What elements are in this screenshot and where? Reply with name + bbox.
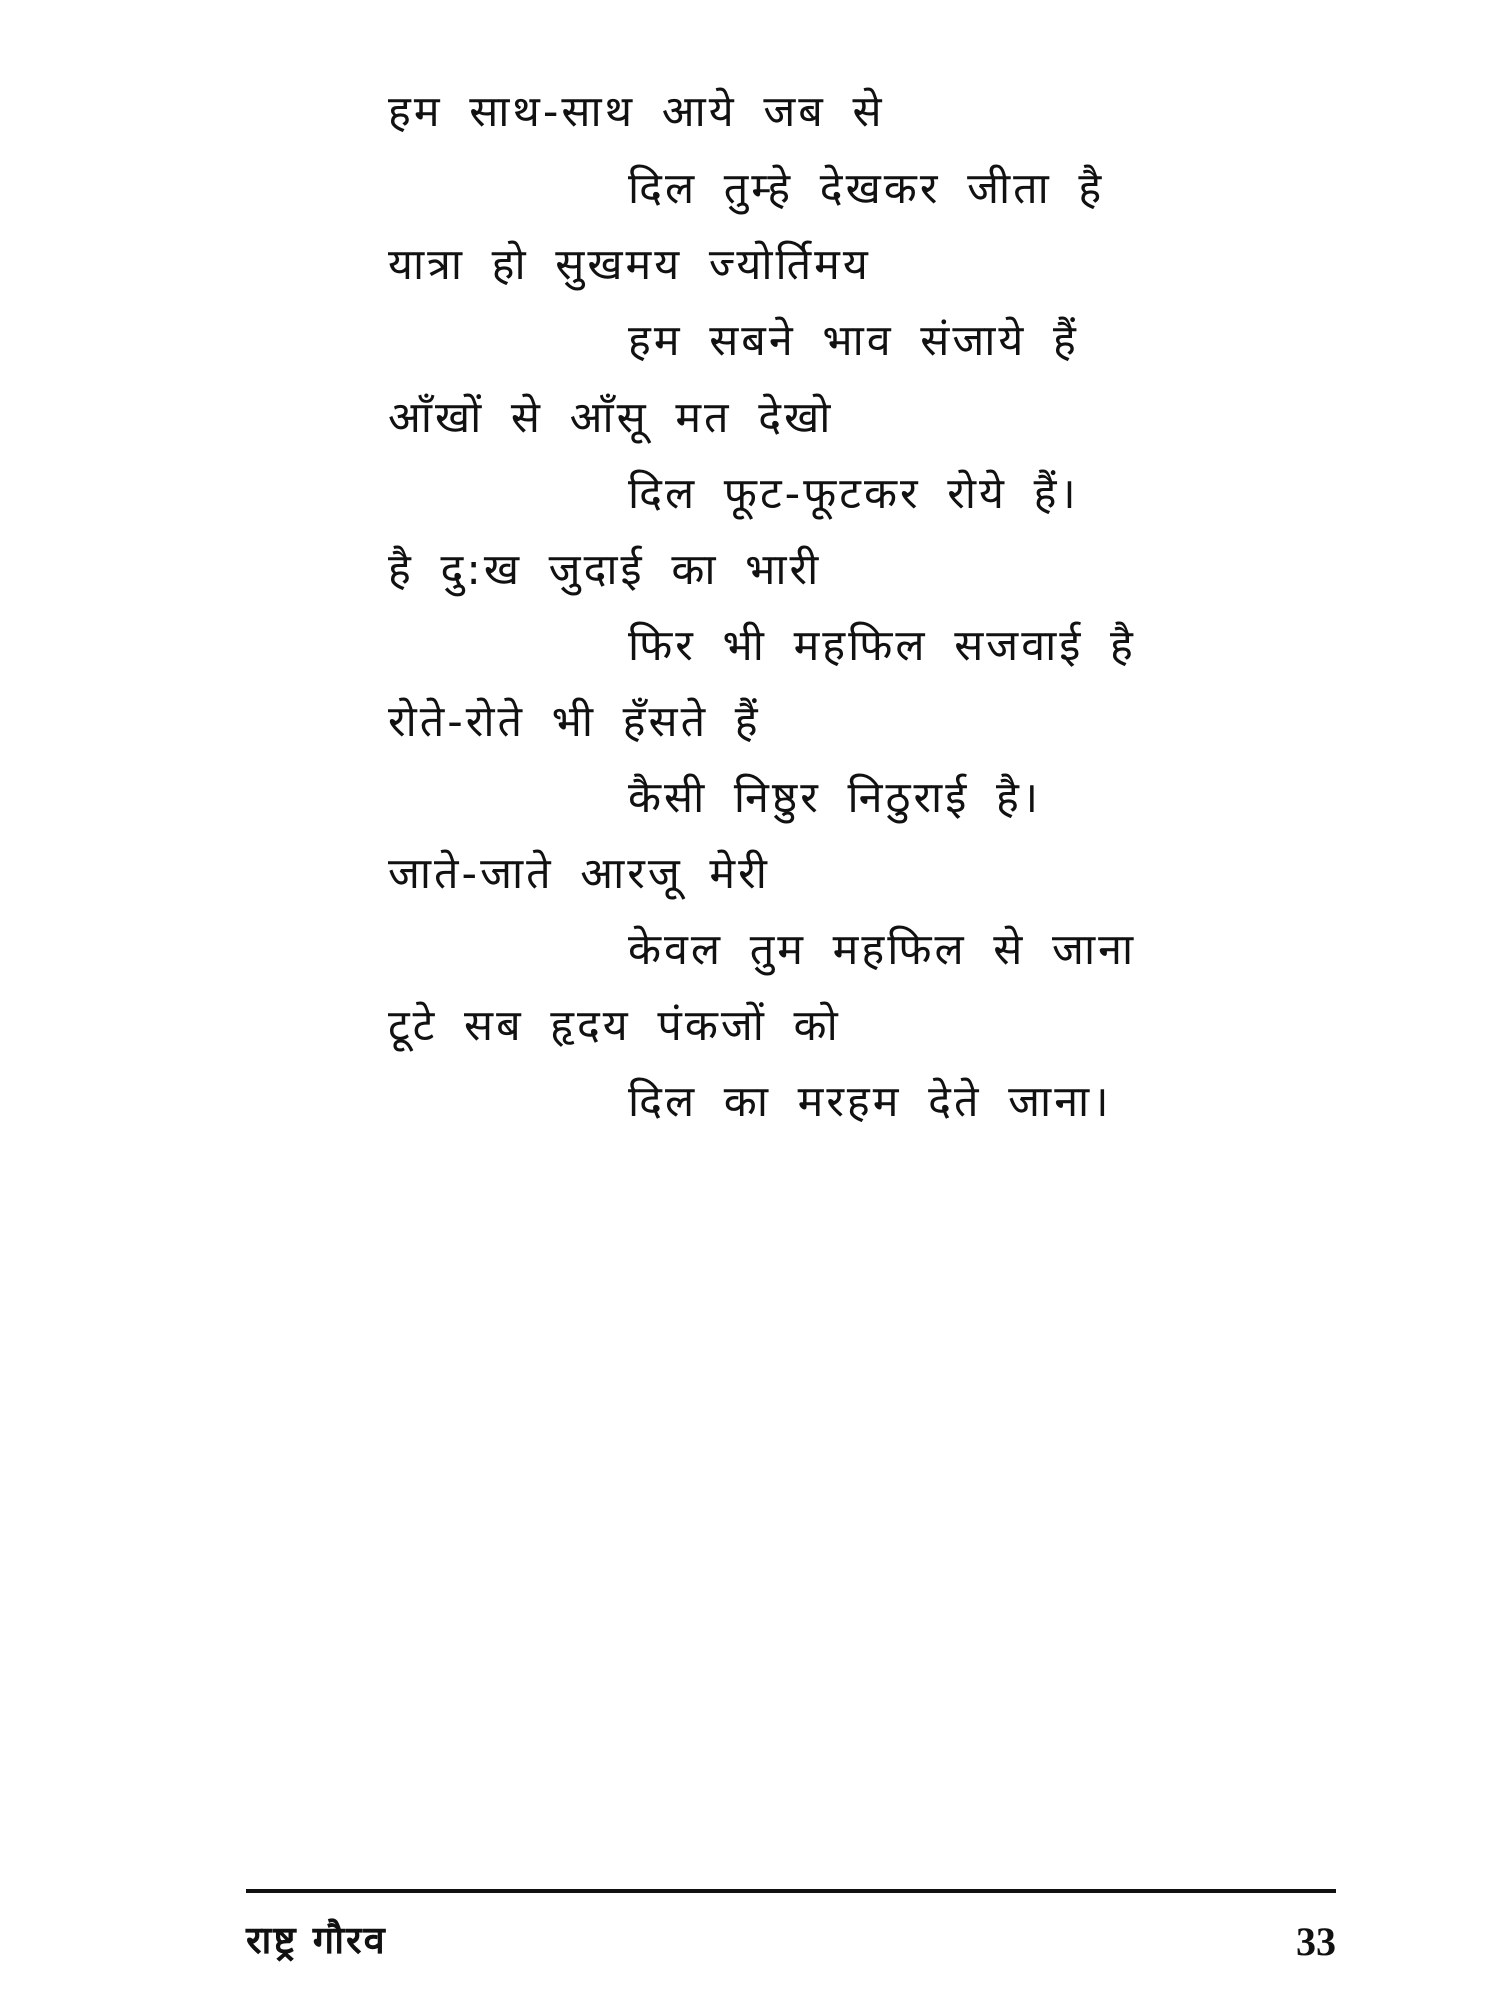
poem-line: है दु:ख जुदाई का भारी	[388, 545, 822, 595]
poem-line: रोते-रोते भी हँसते हैं	[388, 697, 761, 747]
poem-line: हम सबने भाव संजाये हैं	[628, 316, 1079, 366]
poem-line: फिर भी महफिल सजवाई है	[628, 621, 1136, 671]
poem-line: दिल फूट-फूटकर रोये हैं।	[628, 469, 1079, 519]
poem-line: कैसी निष्ठुर निठुराई है।	[628, 773, 1042, 823]
poem-line: टूटे सब हृदय पंकजों को	[388, 1001, 841, 1051]
poem-line: जाते-जाते आरजू मेरी	[388, 849, 770, 899]
poem-line: आँखों से आँसू मत देखो	[388, 393, 834, 443]
footer-rule	[246, 1889, 1336, 1893]
poem-line: केवल तुम महफिल से जाना	[628, 925, 1137, 975]
poem-line: हम साथ-साथ आये जब से	[388, 87, 885, 137]
poem-line: यात्रा हो सुखमय ज्योर्तिमय	[388, 240, 871, 290]
page-number: 33	[1296, 1919, 1336, 1964]
poem-line: दिल का मरहम देते जाना।	[628, 1077, 1112, 1127]
book-title: राष्ट्र गौरव	[246, 1918, 387, 1962]
poem-line: दिल तुम्हे देखकर जीता है	[628, 164, 1105, 214]
